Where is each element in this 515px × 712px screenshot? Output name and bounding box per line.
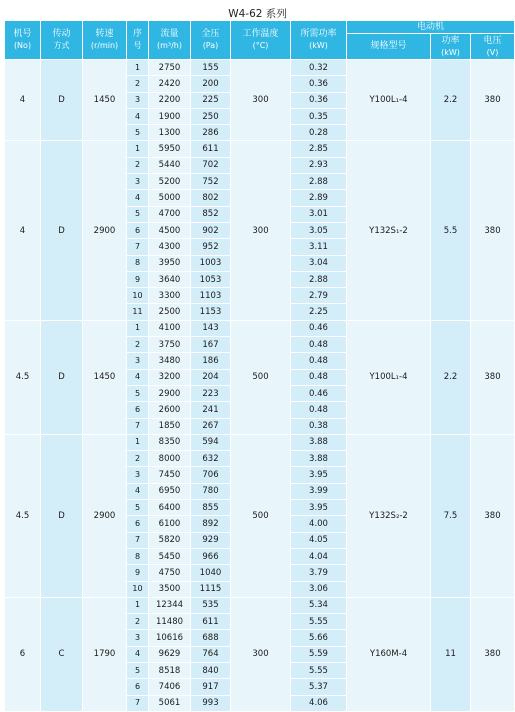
- cell-pressure: 611: [191, 141, 231, 157]
- cell-power-required: 3.05: [291, 222, 347, 238]
- cell-pressure: 1040: [191, 565, 231, 581]
- cell-power-required: 3.95: [291, 467, 347, 483]
- table-header: [5, 21, 515, 60]
- cell-flow: 3950: [149, 255, 191, 271]
- cell-power-required: 0.48: [291, 353, 347, 369]
- cell-power-required: 2.25: [291, 304, 347, 320]
- header-drive: 传动 方式: [41, 21, 83, 60]
- cell-power-required: 0.46: [291, 385, 347, 401]
- cell-flow: 2500: [149, 304, 191, 320]
- cell-power-required: 0.35: [291, 108, 347, 124]
- cell-power-required: 3.01: [291, 206, 347, 222]
- cell-pressure: 852: [191, 206, 231, 222]
- cell-pressure: 706: [191, 467, 231, 483]
- cell-flow: 2900: [149, 385, 191, 401]
- cell-power-required: 3.11: [291, 239, 347, 255]
- cell-flow: 4500: [149, 222, 191, 238]
- cell-pressure: 702: [191, 157, 231, 173]
- cell-power-required: 0.48: [291, 337, 347, 353]
- cell-flow: 3200: [149, 369, 191, 385]
- cell-model-no: 4: [5, 60, 41, 141]
- cell-seq: 5: [127, 662, 149, 678]
- cell-power-required: 3.99: [291, 483, 347, 499]
- cell-temp: 500: [231, 434, 291, 597]
- cell-flow: 2600: [149, 402, 191, 418]
- cell-seq: 8: [127, 548, 149, 564]
- cell-pressure: 855: [191, 500, 231, 516]
- cell-power-required: 0.48: [291, 369, 347, 385]
- cell-flow: 5820: [149, 532, 191, 548]
- cell-power-required: 5.55: [291, 662, 347, 678]
- cell-seq: 2: [127, 157, 149, 173]
- cell-seq: 3: [127, 630, 149, 646]
- cell-power-required: 3.88: [291, 434, 347, 450]
- cell-seq: 2: [127, 337, 149, 353]
- header-flow: 流量 (m³/h): [149, 21, 191, 60]
- header-temp: 工作温度 (°C): [231, 21, 291, 60]
- cell-flow: 4750: [149, 565, 191, 581]
- cell-speed: 1790: [83, 597, 127, 711]
- cell-flow: 2200: [149, 92, 191, 108]
- cell-power-required: 2.93: [291, 157, 347, 173]
- cell-flow: 8350: [149, 434, 191, 450]
- cell-pressure: 1103: [191, 288, 231, 304]
- cell-flow: 5950: [149, 141, 191, 157]
- cell-pressure: 752: [191, 174, 231, 190]
- cell-power-required: 3.88: [291, 451, 347, 467]
- cell-flow: 3640: [149, 271, 191, 287]
- cell-seq: 7: [127, 532, 149, 548]
- cell-power-required: 2.85: [291, 141, 347, 157]
- cell-power-required: 2.88: [291, 271, 347, 287]
- cell-seq: 6: [127, 679, 149, 695]
- cell-seq: 7: [127, 695, 149, 711]
- cell-drive: D: [41, 434, 83, 597]
- cell-seq: 9: [127, 565, 149, 581]
- cell-seq: 6: [127, 402, 149, 418]
- cell-flow: 8000: [149, 451, 191, 467]
- cell-power-required: 5.34: [291, 597, 347, 613]
- cell-drive: C: [41, 597, 83, 711]
- cell-pressure: 250: [191, 108, 231, 124]
- header-motor-voltage: 电压 (V): [471, 34, 515, 60]
- cell-pressure: 204: [191, 369, 231, 385]
- cell-seq: 2: [127, 76, 149, 92]
- cell-seq: 3: [127, 353, 149, 369]
- cell-pressure: 632: [191, 451, 231, 467]
- cell-seq: 8: [127, 255, 149, 271]
- cell-seq: 6: [127, 222, 149, 238]
- cell-power-required: 3.06: [291, 581, 347, 597]
- cell-flow: 3500: [149, 581, 191, 597]
- cell-flow: 4700: [149, 206, 191, 222]
- cell-power-required: 5.55: [291, 614, 347, 630]
- cell-flow: 1850: [149, 418, 191, 434]
- cell-flow: 9629: [149, 646, 191, 662]
- cell-seq: 5: [127, 125, 149, 141]
- cell-flow: 6100: [149, 516, 191, 532]
- cell-flow: 1300: [149, 125, 191, 141]
- header-model-no: 机号 (No): [5, 21, 41, 60]
- cell-flow: 4100: [149, 320, 191, 336]
- cell-pressure: 167: [191, 337, 231, 353]
- cell-pressure: 200: [191, 76, 231, 92]
- table-row: [5, 597, 515, 613]
- performance-table: [4, 20, 515, 712]
- header-power-required: 所需功率 (kW): [291, 21, 347, 60]
- cell-flow: 5061: [149, 695, 191, 711]
- cell-flow: 12344: [149, 597, 191, 613]
- cell-flow: 5450: [149, 548, 191, 564]
- cell-flow: 6950: [149, 483, 191, 499]
- cell-flow: 7450: [149, 467, 191, 483]
- cell-pressure: 223: [191, 385, 231, 401]
- cell-motor-voltage: 380: [471, 434, 515, 597]
- cell-motor-power: 5.5: [431, 141, 471, 320]
- cell-power-required: 5.66: [291, 630, 347, 646]
- cell-pressure: 802: [191, 190, 231, 206]
- cell-flow: 6400: [149, 500, 191, 516]
- cell-seq: 7: [127, 418, 149, 434]
- cell-power-required: 3.95: [291, 500, 347, 516]
- table-row: [5, 141, 515, 157]
- cell-pressure: 952: [191, 239, 231, 255]
- cell-seq: 11: [127, 304, 149, 320]
- cell-seq: 1: [127, 320, 149, 336]
- cell-seq: 2: [127, 451, 149, 467]
- cell-flow: 5000: [149, 190, 191, 206]
- cell-pressure: 267: [191, 418, 231, 434]
- cell-pressure: 1003: [191, 255, 231, 271]
- cell-power-required: 0.32: [291, 60, 347, 76]
- cell-drive: D: [41, 141, 83, 320]
- cell-pressure: 594: [191, 434, 231, 450]
- cell-flow: 2420: [149, 76, 191, 92]
- cell-seq: 1: [127, 60, 149, 76]
- cell-power-required: 2.89: [291, 190, 347, 206]
- cell-pressure: 966: [191, 548, 231, 564]
- cell-flow: 3480: [149, 353, 191, 369]
- header-motor-power: 功率 (kW): [431, 34, 471, 60]
- cell-model-no: 4.5: [5, 434, 41, 597]
- cell-temp: 300: [231, 60, 291, 141]
- table-row: [5, 434, 515, 450]
- cell-pressure: 286: [191, 125, 231, 141]
- cell-motor-power: 11: [431, 597, 471, 711]
- header-motor: 电动机: [347, 21, 515, 34]
- cell-flow: 5200: [149, 174, 191, 190]
- cell-motor-power: 2.2: [431, 60, 471, 141]
- cell-seq: 1: [127, 434, 149, 450]
- cell-seq: 4: [127, 108, 149, 124]
- cell-pressure: 186: [191, 353, 231, 369]
- cell-motor-voltage: 380: [471, 597, 515, 711]
- cell-seq: 3: [127, 174, 149, 190]
- cell-pressure: 143: [191, 320, 231, 336]
- cell-pressure: 611: [191, 614, 231, 630]
- header-motor-spec: 规格型号: [347, 34, 431, 60]
- cell-motor-spec: Y100L₁-4: [347, 60, 431, 141]
- cell-seq: 4: [127, 369, 149, 385]
- cell-temp: 300: [231, 597, 291, 711]
- cell-seq: 10: [127, 288, 149, 304]
- cell-pressure: 780: [191, 483, 231, 499]
- cell-power-required: 5.59: [291, 646, 347, 662]
- cell-pressure: 840: [191, 662, 231, 678]
- cell-seq: 3: [127, 467, 149, 483]
- cell-seq: 5: [127, 500, 149, 516]
- cell-seq: 6: [127, 516, 149, 532]
- cell-model-no: 4: [5, 141, 41, 320]
- cell-flow: 5440: [149, 157, 191, 173]
- header-seq: 序 号: [127, 21, 149, 60]
- cell-power-required: 5.37: [291, 679, 347, 695]
- cell-seq: 4: [127, 190, 149, 206]
- cell-power-required: 3.79: [291, 565, 347, 581]
- table-row: [5, 60, 515, 76]
- cell-speed: 1450: [83, 320, 127, 434]
- cell-seq: 10: [127, 581, 149, 597]
- cell-seq: 7: [127, 239, 149, 255]
- cell-power-required: 4.04: [291, 548, 347, 564]
- cell-motor-spec: Y132S₂-2: [347, 434, 431, 597]
- cell-motor-spec: Y100L₁-4: [347, 320, 431, 434]
- cell-flow: 3750: [149, 337, 191, 353]
- cell-pressure: 993: [191, 695, 231, 711]
- cell-flow: 3300: [149, 288, 191, 304]
- header-speed: 转速 (r/min): [83, 21, 127, 60]
- cell-motor-voltage: 380: [471, 141, 515, 320]
- cell-power-required: 0.28: [291, 125, 347, 141]
- cell-pressure: 241: [191, 402, 231, 418]
- cell-flow: 1900: [149, 108, 191, 124]
- cell-speed: 1450: [83, 60, 127, 141]
- cell-seq: 5: [127, 206, 149, 222]
- cell-power-required: 2.88: [291, 174, 347, 190]
- cell-power-required: 4.06: [291, 695, 347, 711]
- header-pressure: 全压 (Pa): [191, 21, 231, 60]
- cell-pressure: 1153: [191, 304, 231, 320]
- cell-temp: 300: [231, 141, 291, 320]
- cell-motor-spec: Y132S₁-2: [347, 141, 431, 320]
- cell-temp: 500: [231, 320, 291, 434]
- cell-pressure: 688: [191, 630, 231, 646]
- cell-seq: 5: [127, 385, 149, 401]
- cell-flow: 11480: [149, 614, 191, 630]
- cell-power-required: 3.04: [291, 255, 347, 271]
- cell-power-required: 2.79: [291, 288, 347, 304]
- cell-motor-power: 2.2: [431, 320, 471, 434]
- cell-pressure: 917: [191, 679, 231, 695]
- cell-pressure: 892: [191, 516, 231, 532]
- cell-speed: 2900: [83, 141, 127, 320]
- cell-flow: 7406: [149, 679, 191, 695]
- table-body: [5, 60, 515, 712]
- cell-power-required: 0.46: [291, 320, 347, 336]
- cell-seq: 1: [127, 597, 149, 613]
- cell-pressure: 902: [191, 222, 231, 238]
- cell-motor-voltage: 380: [471, 60, 515, 141]
- cell-flow: 10616: [149, 630, 191, 646]
- cell-seq: 1: [127, 141, 149, 157]
- cell-model-no: 4.5: [5, 320, 41, 434]
- cell-pressure: 929: [191, 532, 231, 548]
- cell-model-no: 6: [5, 597, 41, 711]
- cell-flow: 2750: [149, 60, 191, 76]
- cell-power-required: 4.05: [291, 532, 347, 548]
- cell-seq: 3: [127, 92, 149, 108]
- table-title: W4-62 系列: [228, 8, 287, 20]
- cell-seq: 4: [127, 646, 149, 662]
- cell-drive: D: [41, 320, 83, 434]
- table-row: [5, 320, 515, 336]
- cell-pressure: 1053: [191, 271, 231, 287]
- cell-pressure: 764: [191, 646, 231, 662]
- cell-seq: 4: [127, 483, 149, 499]
- cell-power-required: 0.36: [291, 76, 347, 92]
- cell-power-required: 4.00: [291, 516, 347, 532]
- cell-pressure: 225: [191, 92, 231, 108]
- cell-flow: 8518: [149, 662, 191, 678]
- cell-flow: 4300: [149, 239, 191, 255]
- cell-drive: D: [41, 60, 83, 141]
- cell-motor-spec: Y160M-4: [347, 597, 431, 711]
- cell-pressure: 155: [191, 60, 231, 76]
- cell-seq: 2: [127, 614, 149, 630]
- cell-motor-power: 7.5: [431, 434, 471, 597]
- cell-motor-voltage: 380: [471, 320, 515, 434]
- cell-seq: 9: [127, 271, 149, 287]
- cell-power-required: 0.38: [291, 418, 347, 434]
- cell-speed: 2900: [83, 434, 127, 597]
- cell-power-required: 0.48: [291, 402, 347, 418]
- cell-pressure: 1115: [191, 581, 231, 597]
- cell-power-required: 0.36: [291, 92, 347, 108]
- cell-pressure: 535: [191, 597, 231, 613]
